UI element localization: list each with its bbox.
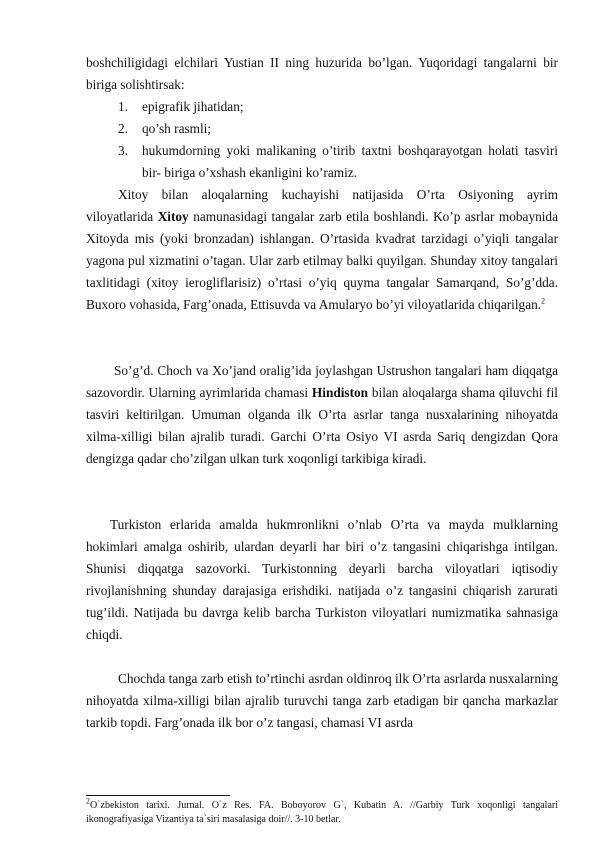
footnote-number: 2 xyxy=(86,796,90,806)
list-number: 1. xyxy=(118,99,128,114)
list-item-text: qo’sh rasmli; xyxy=(142,121,212,137)
paragraph-ustrushon xyxy=(86,360,558,470)
footnote xyxy=(86,796,558,827)
paragraph-text: namunasidagi tangalar zarb etila boshlandi. Ko’p asrlar mobaynida Xitoyda mis (yoki bronzadan) ishlangan. O’rtasida kvadrat tarzidagi o’yiqli tangalar yagona pul xizmatini o’tagan. Ular zarb etilmay balki quyilgan. Shunday xitoy tangalari taxlitidagi (xitoy ierogliflarisiz) o’rtasi o’yiq quyma tangalar Samarqand, So’g’dda. Buxoro vohasida, Farg’onada, Ettisuvda va Amularyo bo’yi viloyatlarida chiqarilgan. xyxy=(86,209,558,313)
paragraph-text: bilan aloqalarga shama qiluvchi fil tasviri keltirilgan. Umuman olganda ilk O’rta asrlar tanga nusxalarining nihoyatda xilma-xilligi bilan ajralib turadi. Garchi O’rta Osiyo VI asrda Sariq dengizdan Qora dengizga qadar cho’zilgan ulkan turk xoqonligi tarkibiga kiradi. xyxy=(86,385,558,467)
list-number: 3. xyxy=(118,143,128,159)
bold-term: Hindiston xyxy=(311,385,369,401)
paragraph-turkiston: Turkiston erlarida amalda hukmronlikni o’nlab O’rta va mayda mulklarning hokimlari amalga oshirib, ulardan deyarli har biri o’z tangasini chiqarishga intilgan. Shunisi diqqatga sazovorki. Turkistonning deyarli barcha viloyatlari iqtisodiy rivojlanishning shunday darajasiga erishdiki. natijada o’z tangasini chiqarish zarurati tug’ildi. Natijada bu davrga kelib barcha Turkiston viloyatlari numizmatika sahnasiga chiqdi. xyxy=(86,517,558,643)
paragraph-choch: Chochda tanga zarb etish to’rtinchi asrdan oldinroq ilk O’rta asrlarda nusxalarning nihoyatda xilma-xilligi bilan ajralib turuvchi tanga zarb etadigan bir qancha markazlar tarkib topdi. Farg’onada ilk bor o’z tangasi, chamasi VI asrda xyxy=(86,671,558,731)
list-item xyxy=(86,118,558,140)
footnote-ref: 2 xyxy=(541,297,546,307)
bold-term: Xitoy xyxy=(157,209,189,225)
list-item-text: hukumdorning yoki malikaning o’tirib taxtni boshqarayotgan holati tasviri bir- biriga o’xshash ekanligini ko’ramiz. xyxy=(142,143,558,181)
list-item xyxy=(86,140,558,184)
footnote-text: O`zbekiston tarixi. Jurnal. O`z Res. FA. Boboyorov G`, Kubatin A. //Garbiy Turk xoqonligi tangalari ikonografiyasiga Vizantiya ta`siri masalasiga doir//. 3-10 betlar. xyxy=(86,800,558,825)
paragraph-text: Xitoy bilan aloqalarning kuchayishi natijasida O’rta Osiyoning ayrim viloyatlarida xyxy=(86,187,558,225)
comparison-list xyxy=(86,96,558,184)
paragraph-intro: boshchiligidagi elchilari Yustian II ning huzurida bo’lgan. Yuqoridagi tangalarni bir biriga solishtirsak: xyxy=(86,55,558,93)
paragraph-china-coins xyxy=(86,184,558,317)
list-item-text: epigrafik jihatidan; xyxy=(142,99,244,114)
footnote-separator xyxy=(86,795,230,796)
list-number: 2. xyxy=(118,121,128,137)
list-item xyxy=(86,96,558,118)
paragraph-text: So’g’d. Choch va Xo’jand oralig’ida joylashgan Ustrushon tangalari ham diqqatga sazovordir. Ularning ayrimlarida chamasi xyxy=(86,363,558,401)
